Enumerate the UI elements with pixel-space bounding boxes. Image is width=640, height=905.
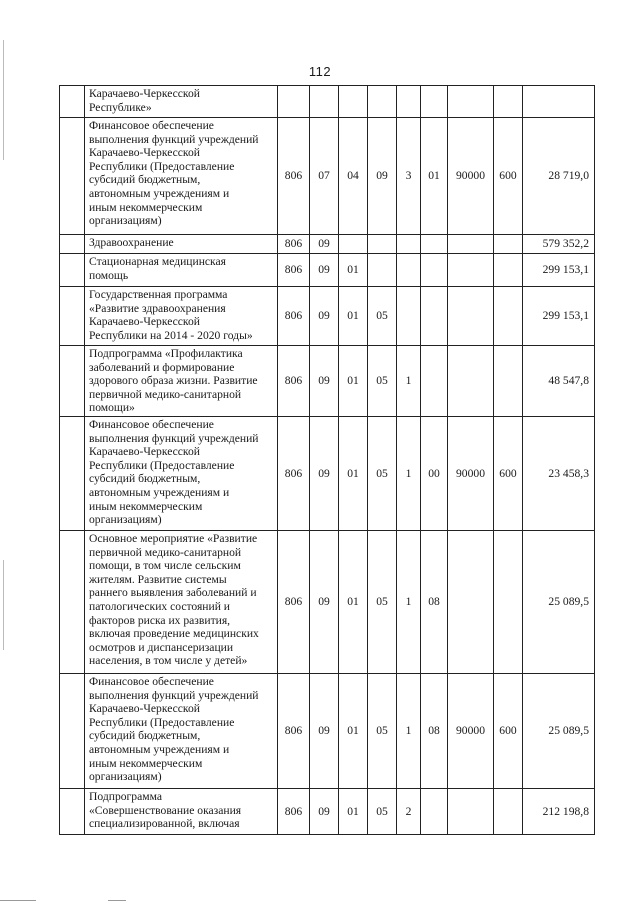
item-name-cell: Стационарная медицинская помощь: [85, 254, 278, 287]
scan-edge-mark: [3, 40, 4, 160]
section-code-cell: 09: [310, 531, 339, 674]
scan-bottom-mark: [0, 900, 36, 901]
program-code-cell: 05: [368, 674, 397, 789]
program-code-cell: [368, 86, 397, 118]
ministry-code-cell: 806: [278, 674, 310, 789]
subsection-code-cell: 01: [339, 254, 368, 287]
activity-code-cell: [421, 789, 448, 835]
number-cell: [60, 417, 85, 531]
activity-code-cell: 00: [421, 417, 448, 531]
item-name-cell: Здравоохранение: [85, 235, 278, 254]
amount-cell: 23 458,3: [523, 417, 595, 531]
subprogram-code-cell: [397, 235, 421, 254]
amount-cell: 25 089,5: [523, 531, 595, 674]
subsection-code-cell: [339, 86, 368, 118]
subprogram-code-cell: 1: [397, 417, 421, 531]
section-code-cell: 09: [310, 789, 339, 835]
subsection-code-cell: 01: [339, 417, 368, 531]
item-name-cell: Карачаево-Черкесской Республике»: [85, 86, 278, 118]
subprogram-code-cell: 1: [397, 531, 421, 674]
amount-cell: 299 153,1: [523, 287, 595, 346]
table-row: [60, 287, 595, 346]
expense-type-cell: [494, 235, 523, 254]
table-row: [60, 254, 595, 287]
program-code-cell: [368, 254, 397, 287]
subsection-code-cell: 01: [339, 287, 368, 346]
scan-edge-mark: [3, 560, 4, 650]
item-name-cell: Государственная программа «Развитие здравоохранения Карачаево-Черкесской Республики на 2014 - 2020 годы»: [85, 287, 278, 346]
direction-code-cell: [448, 789, 494, 835]
expense-type-cell: 600: [494, 118, 523, 235]
number-cell: [60, 118, 85, 235]
item-name-cell: Финансовое обеспечение выполнения функций учреждений Карачаево-Черкесской Республики (Предоставление субсидий бюджетным, автономным учреждениям и иным некоммерческим организациям): [85, 417, 278, 531]
item-name-cell: Основное мероприятие «Развитие первичной медико-санитарной помощи, в том числе сельским жителям. Развитие системы раннего выявления заболеваний и патологических состояний и факторов риска их развития, включая проведение медицинских осмотров и диспансеризации населения, в том числе у детей»: [85, 531, 278, 674]
subsection-code-cell: 01: [339, 789, 368, 835]
table-row: [60, 118, 595, 235]
program-code-cell: 05: [368, 417, 397, 531]
direction-code-cell: [448, 346, 494, 417]
scan-bottom-mark: [108, 900, 126, 901]
ministry-code-cell: 806: [278, 417, 310, 531]
table-row: [60, 86, 595, 118]
table-row: [60, 417, 595, 531]
page-number: 112: [308, 64, 332, 79]
ministry-code-cell: 806: [278, 789, 310, 835]
section-code-cell: 07: [310, 118, 339, 235]
activity-code-cell: [421, 235, 448, 254]
direction-code-cell: [448, 86, 494, 118]
ministry-code-cell: 806: [278, 531, 310, 674]
number-cell: [60, 674, 85, 789]
subsection-code-cell: 01: [339, 346, 368, 417]
expense-type-cell: [494, 789, 523, 835]
direction-code-cell: [448, 235, 494, 254]
item-name-cell: Финансовое обеспечение выполнения функций учреждений Карачаево-Черкесской Республики (Предоставление субсидий бюджетным, автономным учреждениям и иным некоммерческим организациям): [85, 674, 278, 789]
subprogram-code-cell: 3: [397, 118, 421, 235]
number-cell: [60, 86, 85, 118]
subsection-code-cell: 04: [339, 118, 368, 235]
number-cell: [60, 531, 85, 674]
table-row: [60, 674, 595, 789]
program-code-cell: 05: [368, 789, 397, 835]
expense-type-cell: [494, 346, 523, 417]
subprogram-code-cell: 1: [397, 674, 421, 789]
ministry-code-cell: 806: [278, 118, 310, 235]
expense-type-cell: [494, 86, 523, 118]
activity-code-cell: [421, 287, 448, 346]
subprogram-code-cell: 2: [397, 789, 421, 835]
direction-code-cell: 90000: [448, 118, 494, 235]
subprogram-code-cell: [397, 86, 421, 118]
ministry-code-cell: 806: [278, 235, 310, 254]
program-code-cell: 05: [368, 287, 397, 346]
activity-code-cell: 01: [421, 118, 448, 235]
ministry-code-cell: 806: [278, 254, 310, 287]
budget-table: [59, 85, 595, 835]
subsection-code-cell: 01: [339, 531, 368, 674]
amount-cell: 28 719,0: [523, 118, 595, 235]
amount-cell: [523, 86, 595, 118]
program-code-cell: 05: [368, 531, 397, 674]
activity-code-cell: [421, 86, 448, 118]
number-cell: [60, 789, 85, 835]
amount-cell: 579 352,2: [523, 235, 595, 254]
item-name-cell: Подпрограмма «Совершенствование оказания специализированной, включая: [85, 789, 278, 835]
item-name-cell: Подпрограмма «Профилактика заболеваний и формирование здорового образа жизни. Развитие первичной медико-санитарной помощи»: [85, 346, 278, 417]
program-code-cell: 09: [368, 118, 397, 235]
direction-code-cell: [448, 531, 494, 674]
section-code-cell: 09: [310, 346, 339, 417]
table-row: [60, 531, 595, 674]
section-code-cell: 09: [310, 287, 339, 346]
item-name-cell: Финансовое обеспечение выполнения функций учреждений Карачаево-Черкесской Республики (Предоставление субсидий бюджетным, автономным учреждениям и иным некоммерческим организациям): [85, 118, 278, 235]
section-code-cell: [310, 86, 339, 118]
table-row: [60, 346, 595, 417]
section-code-cell: 09: [310, 674, 339, 789]
activity-code-cell: [421, 254, 448, 287]
amount-cell: 48 547,8: [523, 346, 595, 417]
direction-code-cell: 90000: [448, 417, 494, 531]
expense-type-cell: [494, 531, 523, 674]
amount-cell: 25 089,5: [523, 674, 595, 789]
number-cell: [60, 287, 85, 346]
expense-type-cell: 600: [494, 417, 523, 531]
number-cell: [60, 346, 85, 417]
section-code-cell: 09: [310, 417, 339, 531]
expense-type-cell: [494, 254, 523, 287]
subprogram-code-cell: 1: [397, 346, 421, 417]
activity-code-cell: 08: [421, 674, 448, 789]
direction-code-cell: [448, 287, 494, 346]
program-code-cell: 05: [368, 346, 397, 417]
number-cell: [60, 254, 85, 287]
table-row: [60, 235, 595, 254]
expense-type-cell: 600: [494, 674, 523, 789]
program-code-cell: [368, 235, 397, 254]
subprogram-code-cell: [397, 254, 421, 287]
expense-type-cell: [494, 287, 523, 346]
number-cell: [60, 235, 85, 254]
section-code-cell: 09: [310, 235, 339, 254]
amount-cell: 212 198,8: [523, 789, 595, 835]
direction-code-cell: [448, 254, 494, 287]
subsection-code-cell: [339, 235, 368, 254]
ministry-code-cell: 806: [278, 287, 310, 346]
ministry-code-cell: [278, 86, 310, 118]
direction-code-cell: 90000: [448, 674, 494, 789]
amount-cell: 299 153,1: [523, 254, 595, 287]
section-code-cell: 09: [310, 254, 339, 287]
ministry-code-cell: 806: [278, 346, 310, 417]
subsection-code-cell: 01: [339, 674, 368, 789]
activity-code-cell: [421, 346, 448, 417]
table-row: [60, 789, 595, 835]
subprogram-code-cell: [397, 287, 421, 346]
activity-code-cell: 08: [421, 531, 448, 674]
